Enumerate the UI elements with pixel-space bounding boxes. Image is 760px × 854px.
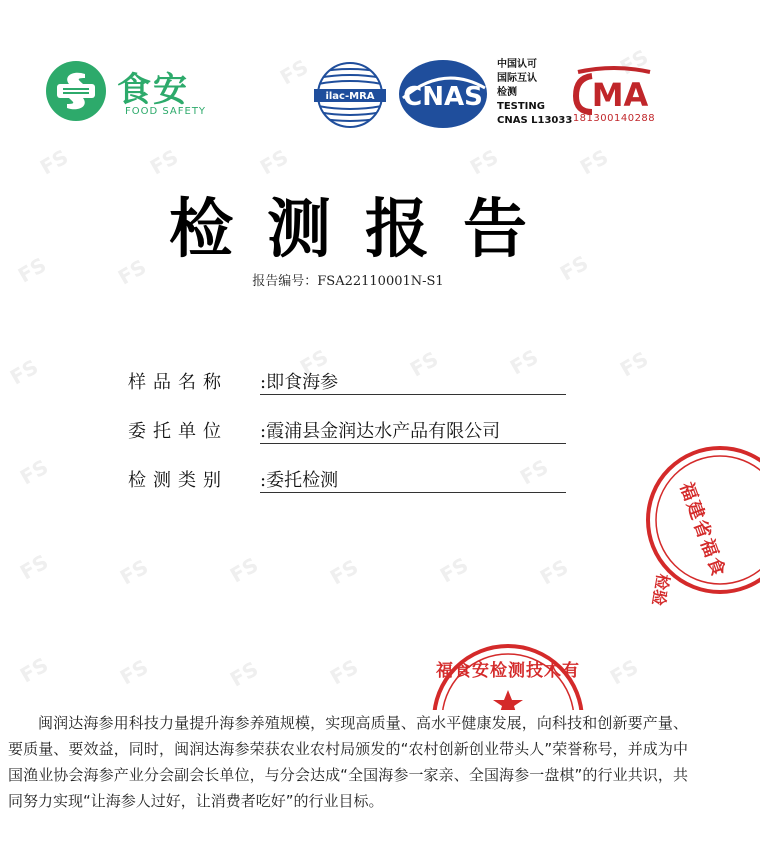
seal-text: 检验 bbox=[648, 572, 673, 608]
watermark: FS bbox=[535, 554, 573, 590]
field-label: 样品名称 bbox=[128, 372, 228, 393]
field-underline bbox=[260, 394, 566, 395]
watermark: FS bbox=[115, 654, 153, 690]
watermark: FS bbox=[325, 654, 363, 690]
cnas-accreditation-info bbox=[497, 58, 572, 128]
field-value: :霞浦县金润达水产品有限公司 bbox=[260, 421, 501, 442]
field-value: :即食海参 bbox=[260, 372, 339, 393]
report-title: 检测报告 bbox=[169, 192, 561, 267]
brand-name-en: FOOD SAFETY bbox=[125, 106, 207, 117]
cnas-info-line: CNAS L13033 bbox=[497, 115, 573, 126]
field-underline bbox=[260, 443, 566, 444]
field-value: :委托检测 bbox=[260, 470, 339, 491]
watermark: FS bbox=[275, 54, 313, 90]
watermark: FS bbox=[35, 144, 73, 180]
watermark: FS bbox=[465, 144, 503, 180]
food-safety-emblem-icon bbox=[45, 60, 107, 122]
article-caption: 闽润达海参用科技力量提升海参养殖规模，实现高质量、高水平健康发展，向科技和创新要产量、要质量、要效益，同时，闽润达海参荣获农业农村局颁发的“农村创新创业带头人”荣誉称号，并成为中国渔业协会海参产业分会副会长单位，与分会达成“全国海参一家亲、全国海参一盘棋”的行业共识，共同努力实现“让海参人过好，让消费者吃好”的行业目标。 bbox=[8, 710, 688, 814]
seal-text: 福食安检测技术有 bbox=[436, 661, 580, 681]
seal-text: 福建省福食 bbox=[675, 479, 730, 581]
red-seal-stamp-right bbox=[640, 445, 760, 608]
cma-number: 181300140288 bbox=[572, 113, 656, 124]
watermark: FS bbox=[15, 652, 53, 688]
cnas-info-line: 中国认可 bbox=[497, 59, 537, 70]
cnas-info-line: 国际互认 bbox=[497, 73, 537, 84]
watermark: FS bbox=[435, 552, 473, 588]
cnas-logo bbox=[397, 58, 489, 130]
watermark: FS bbox=[13, 252, 51, 288]
field-label: 检测类别 bbox=[128, 470, 228, 491]
watermark: FS bbox=[505, 344, 543, 380]
watermark: FS bbox=[225, 552, 263, 588]
watermark: FS bbox=[605, 654, 643, 690]
red-seal-stamp-bottom bbox=[428, 640, 588, 720]
watermark: FS bbox=[225, 656, 263, 692]
watermark: FS bbox=[615, 44, 653, 80]
watermark: FS bbox=[15, 549, 53, 585]
ilac-mra-label: ilac-MRA bbox=[325, 91, 375, 102]
cnas-info-line: TESTING bbox=[497, 101, 545, 112]
watermark: FS bbox=[115, 554, 153, 590]
cnas-label: CNAS bbox=[403, 82, 483, 112]
watermark: FS bbox=[515, 454, 553, 490]
watermark: FS bbox=[325, 554, 363, 590]
watermark: FS bbox=[555, 250, 593, 286]
field-underline bbox=[260, 492, 566, 493]
cnas-info-line: 检测 bbox=[497, 87, 517, 98]
watermark: FS bbox=[15, 454, 53, 490]
brand-name-cn: 食安 bbox=[117, 70, 189, 110]
field-label: 委托单位 bbox=[128, 421, 228, 442]
watermark: FS bbox=[615, 346, 653, 382]
cma-label: MA bbox=[591, 76, 649, 114]
watermark: FS bbox=[295, 344, 333, 380]
watermark: FS bbox=[405, 346, 443, 382]
food-safety-logo bbox=[45, 60, 215, 124]
ilac-mra-logo bbox=[312, 62, 388, 128]
report-number: 报告编号：FSA22110001N-S1 bbox=[252, 274, 444, 289]
watermark: FS bbox=[113, 254, 151, 290]
watermark: FS bbox=[5, 354, 43, 390]
watermark: FS bbox=[255, 144, 293, 180]
watermark: FS bbox=[145, 144, 183, 180]
watermark: FS bbox=[575, 144, 613, 180]
